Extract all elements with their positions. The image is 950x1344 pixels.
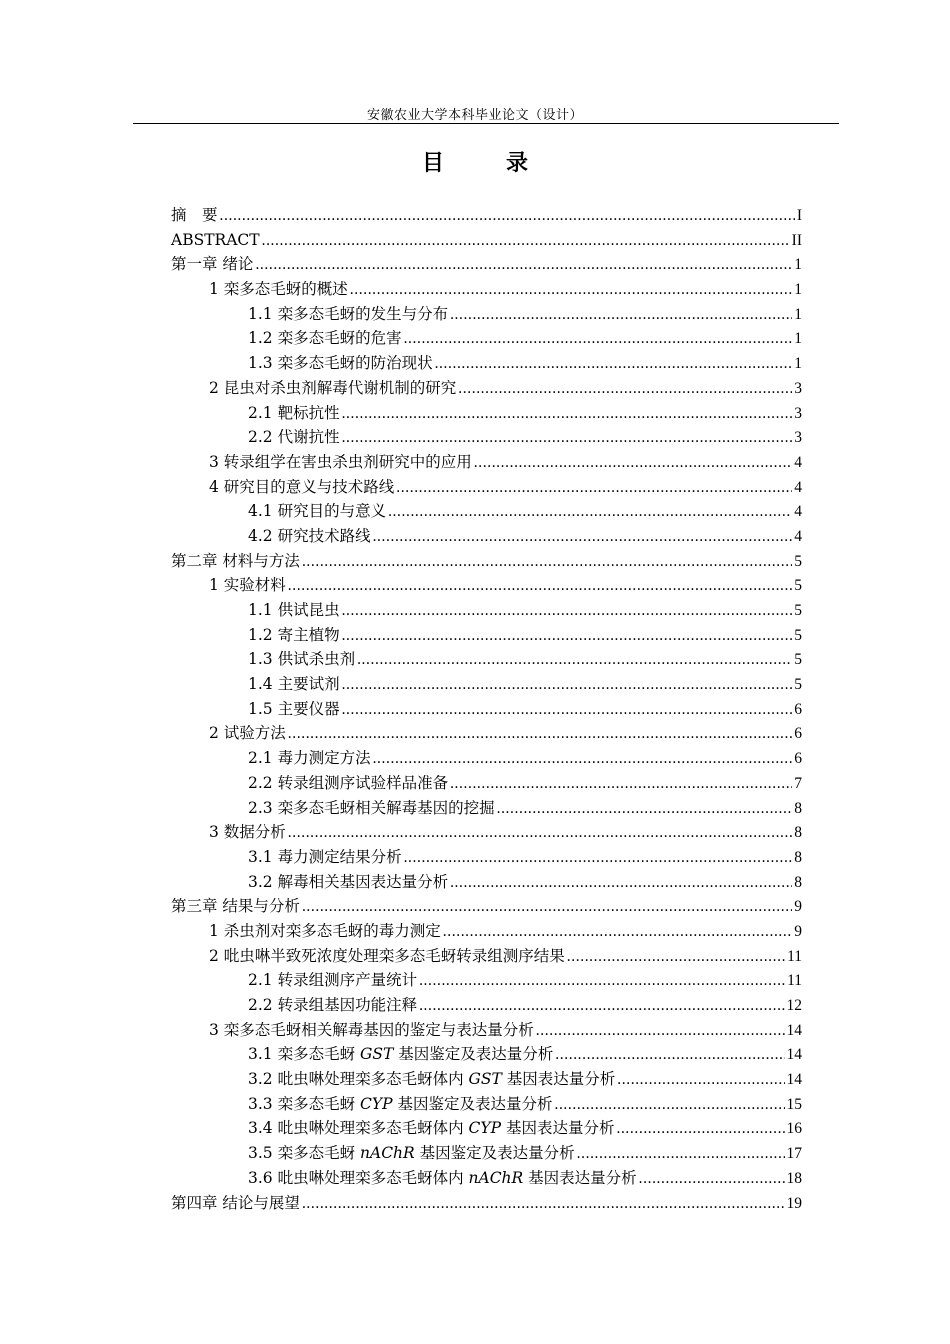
toc-entry[interactable] <box>171 1067 802 1092</box>
toc-entry-title-text: 2 昆虫对杀虫剂解毒代谢机制的研究 <box>209 378 457 397</box>
toc-page-number: I <box>796 207 802 224</box>
toc-entry[interactable] <box>171 771 802 796</box>
toc-page-number: 1 <box>794 355 802 373</box>
toc-entry-title-text: 摘 要 <box>171 206 218 224</box>
toc-entry[interactable] <box>171 252 802 277</box>
dot-leader <box>450 871 792 896</box>
toc-page-number: II <box>791 231 802 249</box>
toc-page-number: 1 <box>794 281 802 299</box>
toc-entry-title-text: 3 栾多态毛蚜相关解毒基因的鉴定与表达量分析 <box>209 1020 534 1039</box>
toc-entry-title-text: 3.4 吡虫啉处理栾多态毛蚜体内 <box>248 1119 469 1138</box>
toc-entry-title-text: 1.2 栾多态毛蚜的危害 <box>248 329 402 348</box>
dot-leader <box>616 1117 784 1142</box>
toc-page-number: 3 <box>794 429 802 447</box>
dot-leader <box>288 821 792 846</box>
toc-entry[interactable] <box>171 351 802 376</box>
toc-entry-title <box>171 228 260 253</box>
toc-page-number: 8 <box>794 799 802 817</box>
dot-leader <box>357 648 792 673</box>
toc-entry[interactable] <box>171 425 802 450</box>
toc-entry-title-text: 3.5 栾多态毛蚜 <box>248 1144 361 1163</box>
dot-leader <box>458 377 792 402</box>
toc-entry-title-text: 基因表达量分析 <box>501 1070 616 1089</box>
toc-entry-title-italic: nAChR <box>468 1168 524 1187</box>
toc-entry-title-text: 2.1 靶标抗性 <box>248 403 340 422</box>
toc-entry-title-text: 第一章 绪论 <box>171 255 254 274</box>
toc-entry[interactable] <box>171 401 802 426</box>
header-rule <box>133 123 839 124</box>
toc-entry-title <box>248 746 371 771</box>
toc-entry-title <box>248 598 340 623</box>
toc-page-number: 5 <box>794 676 802 694</box>
dot-leader <box>617 1068 784 1093</box>
toc-page-number: 4 <box>794 503 802 521</box>
toc-page-number: 6 <box>794 725 802 743</box>
toc-entry-title-italic: GST <box>360 1045 394 1064</box>
toc-entry[interactable] <box>171 820 802 845</box>
toc-page-number: 8 <box>794 873 802 891</box>
dot-leader <box>350 278 792 303</box>
toc-entry-title-text: 1.3 供试杀虫剂 <box>248 650 356 669</box>
dot-leader <box>555 1043 784 1068</box>
toc-entry-title-text: 3.1 栾多态毛蚜 <box>248 1045 361 1064</box>
toc-entry-title-text: 基因表达量分析 <box>523 1168 637 1187</box>
toc-entry[interactable] <box>171 524 802 549</box>
toc-entry-title <box>248 993 417 1018</box>
dot-leader <box>342 673 793 698</box>
toc-entry-title <box>248 623 340 648</box>
dot-leader <box>396 476 792 501</box>
toc-entry[interactable] <box>171 1191 802 1216</box>
toc-entry-title-text: 基因表达量分析 <box>501 1119 615 1138</box>
toc-entry[interactable] <box>171 277 802 302</box>
dot-leader <box>342 402 793 427</box>
dot-leader <box>419 969 785 994</box>
dot-leader <box>450 303 792 328</box>
toc-entry-title-text: 3 转录组学在害虫杀虫剂研究中的应用 <box>209 452 472 471</box>
toc-entry[interactable] <box>171 549 802 574</box>
dot-leader <box>404 846 793 871</box>
toc-entry[interactable] <box>171 203 802 228</box>
toc-entry-title <box>209 820 286 845</box>
toc-entry[interactable] <box>171 672 802 697</box>
toc-entry-title-text: 1.4 主要试剂 <box>248 675 340 694</box>
toc-entry-title <box>248 401 340 426</box>
dot-leader <box>342 624 793 649</box>
toc-entry-title-text: 1.3 栾多态毛蚜的防治现状 <box>248 354 433 373</box>
toc-entry-title-text: 1 栾多态毛蚜的概述 <box>209 280 348 299</box>
toc-entry[interactable] <box>171 302 802 327</box>
dot-leader <box>577 1142 785 1167</box>
dot-leader <box>554 1093 784 1118</box>
dot-leader <box>373 525 793 550</box>
dot-leader <box>404 327 793 352</box>
toc-page-number: 11 <box>787 972 802 990</box>
toc-page-number: 14 <box>786 1071 802 1089</box>
toc-entry-title <box>248 302 448 327</box>
toc-entry[interactable] <box>171 697 802 722</box>
toc-entry-title-text: 3.2 吡虫啉处理栾多态毛蚜体内 <box>248 1070 469 1089</box>
toc-entry-title <box>209 944 565 969</box>
dot-leader <box>288 722 792 747</box>
toc-entry[interactable] <box>171 475 802 500</box>
dot-leader <box>262 229 790 254</box>
toc-entry-title <box>248 1042 553 1067</box>
toc-entry-title-text: 3 数据分析 <box>209 823 286 842</box>
toc-entry-title <box>209 475 394 500</box>
toc-entry-title <box>209 573 286 598</box>
toc-entry-title-text: 2.3 栾多态毛蚜相关解毒基因的挖掘 <box>248 798 495 817</box>
toc-page-number: 5 <box>794 577 802 595</box>
toc-entry-title-text: 1.2 寄主植物 <box>248 625 340 644</box>
toc-entry[interactable] <box>171 944 802 969</box>
dot-leader <box>435 352 793 377</box>
toc-page-number: 4 <box>794 453 802 471</box>
toc-page-number: 6 <box>794 750 802 768</box>
toc-entry[interactable] <box>171 598 802 623</box>
running-header: 安徽农业大学本科毕业论文（设计） <box>366 108 583 123</box>
toc-page-number: 15 <box>786 1095 802 1113</box>
toc-entry-title <box>171 549 300 574</box>
toc-page-number: 5 <box>794 651 802 669</box>
toc-page-number: 5 <box>794 602 802 619</box>
dot-leader <box>373 747 793 772</box>
toc-entry[interactable] <box>171 796 802 821</box>
page-title: 目 录 <box>421 150 548 176</box>
toc-entry-title <box>248 1141 575 1166</box>
toc-entry-title <box>248 647 355 672</box>
toc-page-number: 5 <box>794 626 802 644</box>
toc-entry[interactable] <box>171 919 802 944</box>
dot-leader <box>443 920 792 945</box>
toc-page-number: 17 <box>786 1145 802 1163</box>
dot-leader <box>419 994 784 1019</box>
toc-entry-title-italic: nAChR <box>360 1144 415 1163</box>
toc-entry[interactable] <box>171 326 802 351</box>
toc-entry[interactable] <box>171 845 802 870</box>
toc-entry-title-text: 3.1 毒力测定结果分析 <box>248 847 402 866</box>
toc-entry-title-text: 1 杀虫剂对栾多态毛蚜的毒力测定 <box>209 921 441 940</box>
toc-entry-title <box>248 845 402 870</box>
dot-leader <box>639 1167 785 1192</box>
toc-entry-title-text: 3.3 栾多态毛蚜 <box>248 1094 361 1113</box>
toc-entry[interactable] <box>171 1116 802 1141</box>
dot-leader <box>302 895 792 920</box>
toc-page-number: 1 <box>794 256 802 274</box>
dot-leader <box>474 451 792 476</box>
toc-entry-title-text: 3.6 吡虫啉处理栾多态毛蚜体内 <box>248 1168 469 1187</box>
toc-entry-title <box>209 277 348 302</box>
toc-page-number: 11 <box>787 947 802 965</box>
toc-page-number: 16 <box>786 1120 802 1138</box>
dot-leader <box>497 797 793 822</box>
toc-entry-title <box>248 1166 637 1191</box>
toc-entry-title-text: 4.1 研究目的与意义 <box>248 502 387 521</box>
dot-leader <box>567 945 785 970</box>
toc-entry[interactable] <box>171 450 802 475</box>
toc-entry-title <box>171 203 218 228</box>
toc-entry-title <box>248 697 340 722</box>
toc-entry-title-text: 基因鉴定及表达量分析 <box>414 1144 575 1163</box>
toc-entry-title <box>248 524 371 549</box>
toc-entry-title <box>248 1067 615 1092</box>
toc-entry-title-text: 2.1 毒力测定方法 <box>248 749 371 768</box>
toc-entry[interactable] <box>171 499 802 524</box>
toc-page-number: 7 <box>794 774 802 792</box>
toc-page-number: 8 <box>794 824 802 842</box>
toc-entry-title <box>171 1191 300 1216</box>
toc-entry-title-text: 2.1 转录组测序产量统计 <box>248 971 418 990</box>
toc-entry[interactable] <box>171 993 802 1018</box>
dot-leader <box>220 204 795 229</box>
dot-leader <box>255 253 792 278</box>
toc-page-number: 4 <box>794 478 802 496</box>
toc-entry-title <box>248 351 433 376</box>
toc-entry-title <box>248 499 386 524</box>
toc-entry[interactable] <box>171 968 802 993</box>
toc-entry[interactable] <box>171 376 802 401</box>
toc-page-number: 6 <box>794 700 802 718</box>
toc-entry-title <box>171 894 300 919</box>
toc-page-number: 18 <box>786 1169 802 1187</box>
dot-leader <box>536 1019 785 1044</box>
toc-entry[interactable] <box>171 1092 802 1117</box>
toc-entry-title-text: 1 实验材料 <box>209 576 286 595</box>
toc-entry-title-text: 基因鉴定及表达量分析 <box>393 1045 554 1064</box>
dot-leader <box>288 574 792 599</box>
dot-leader <box>302 550 792 575</box>
toc-entry[interactable] <box>171 870 802 895</box>
toc-page-number: 8 <box>794 848 802 866</box>
toc-entry-title-text: 2 吡虫啉半致死浓度处理栾多态毛蚜转录组测序结果 <box>209 946 565 965</box>
toc-entry-title <box>248 968 417 993</box>
toc-entry[interactable] <box>171 573 802 598</box>
toc-entry-title-text: 4 研究目的意义与技术路线 <box>209 477 395 496</box>
toc-entry-title-text: 2 试验方法 <box>209 724 286 743</box>
toc-page-number: 14 <box>786 1046 802 1064</box>
toc-entry[interactable] <box>171 894 802 919</box>
toc-entry-title-text: ABSTRACT <box>171 230 260 249</box>
toc-entry[interactable] <box>171 1042 802 1067</box>
toc-entry-title <box>248 672 340 697</box>
toc-entry-title-italic: GST <box>468 1070 502 1089</box>
toc-entry-title-text: 1.5 主要仪器 <box>248 699 340 718</box>
toc-entry[interactable] <box>171 1166 802 1191</box>
toc-page-number: 3 <box>794 379 802 397</box>
toc-entry-title-text: 1.1 供试昆虫 <box>248 601 340 619</box>
toc-entry-title <box>248 425 340 450</box>
toc-entry-title <box>209 919 441 944</box>
toc-entry-title-text: 3.2 解毒相关基因表达量分析 <box>248 872 449 891</box>
toc-entry[interactable] <box>171 623 802 648</box>
toc-entry-title <box>209 450 472 475</box>
dot-leader <box>342 599 793 624</box>
toc-entry-title-italic: CYP <box>468 1119 502 1138</box>
toc-entry[interactable] <box>171 721 802 746</box>
toc-entry-title-text: 2.2 转录组基因功能注释 <box>248 996 418 1014</box>
toc-page-number: 9 <box>794 922 802 940</box>
toc-entry-title-text: 2.2 转录组测序试验样品准备 <box>248 773 449 792</box>
dot-leader <box>450 772 792 797</box>
toc-entry-title-text: 4.2 研究技术路线 <box>248 526 371 545</box>
table-of-contents <box>171 203 802 1215</box>
toc-entry[interactable] <box>171 1141 802 1166</box>
toc-entry-title <box>248 1092 552 1117</box>
toc-page-number: 9 <box>794 898 802 916</box>
toc-entry-title <box>248 326 402 351</box>
toc-entry-title <box>248 870 448 895</box>
toc-entry-title <box>248 796 495 821</box>
toc-entry-title-text: 第二章 材料与方法 <box>171 551 300 570</box>
toc-entry-title-text: 2.2 代谢抗性 <box>248 428 340 447</box>
toc-entry-title <box>171 252 253 277</box>
toc-entry-title-text: 基因鉴定及表达量分析 <box>392 1094 553 1113</box>
dot-leader <box>342 698 793 723</box>
dot-leader <box>342 426 793 451</box>
dot-leader <box>388 500 792 525</box>
toc-page-number: 1 <box>794 330 802 348</box>
toc-entry-title <box>248 771 448 796</box>
toc-page-number: 12 <box>786 997 802 1014</box>
toc-page-number: 3 <box>794 404 802 422</box>
toc-page-number: 4 <box>794 527 802 545</box>
toc-entry-title <box>248 1116 614 1141</box>
dot-leader <box>302 1192 785 1217</box>
toc-entry[interactable] <box>171 746 802 771</box>
toc-page-number: 1 <box>794 305 802 323</box>
toc-entry-title <box>209 1018 534 1043</box>
toc-entry-title <box>209 721 286 746</box>
toc-entry-title-italic: CYP <box>360 1094 393 1113</box>
toc-entry-title <box>209 376 456 401</box>
toc-entry[interactable] <box>171 1018 802 1043</box>
toc-entry[interactable] <box>171 647 802 672</box>
toc-entry-title-text: 第三章 结果与分析 <box>171 897 300 916</box>
toc-page-number: 5 <box>794 552 802 570</box>
toc-entry-title-text: 第四章 结论与展望 <box>171 1193 300 1212</box>
toc-page-number: 14 <box>786 1021 802 1039</box>
toc-entry-title-text: 1.1 栾多态毛蚜的发生与分布 <box>248 304 449 323</box>
toc-page-number: 19 <box>786 1194 802 1212</box>
toc-entry[interactable] <box>171 228 802 253</box>
